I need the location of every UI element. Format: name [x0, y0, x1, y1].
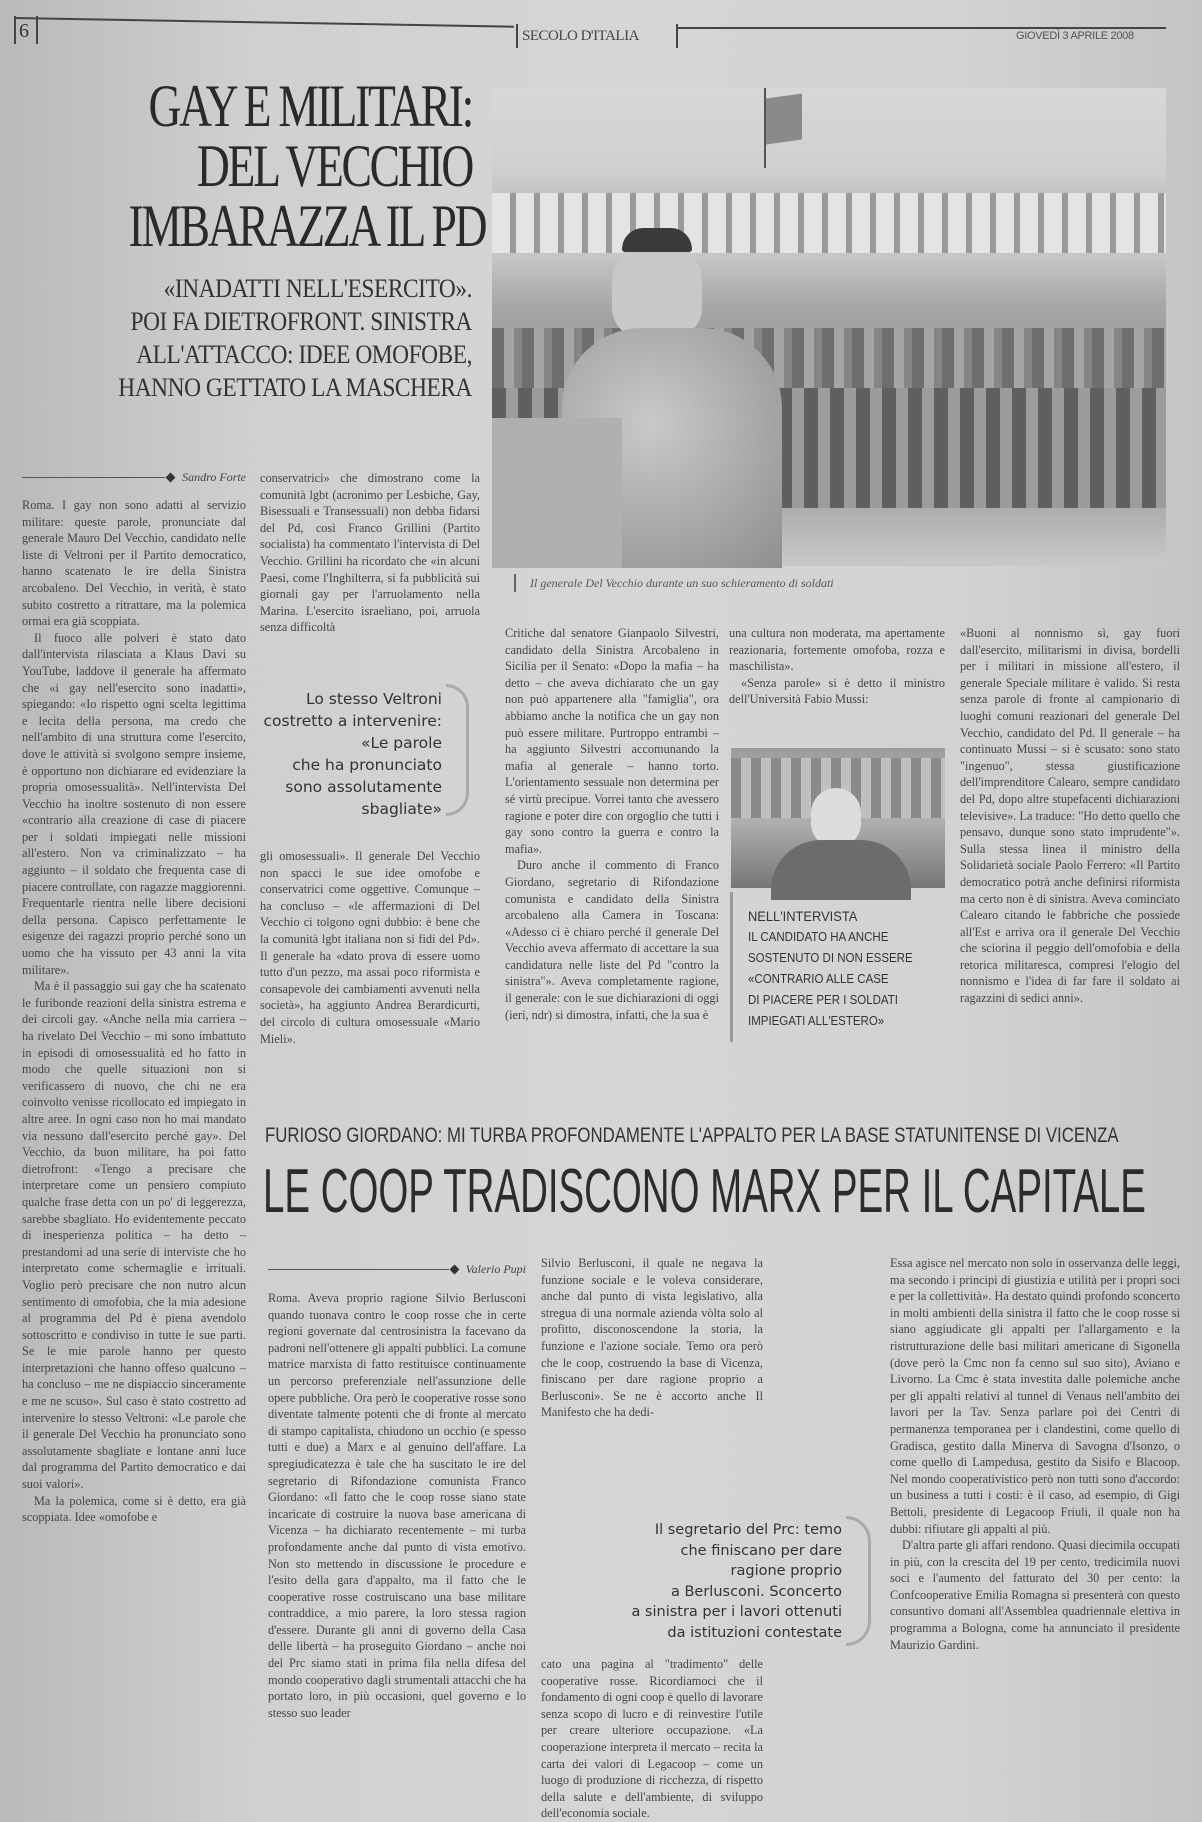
paragraph: Ma è il passaggio sui gay che ha scatenato le furibonde reazioni della sinistra estrema e dei circoli gay. «Anche nella mia carriera – ha rivelato Del Vecchio – mi sono imbattuto in episodi di omosessualità ed ho fatto in modo che quelle situazioni non si verificassero di nuovo, che chi ne era coinvolto venisse ricollocato ed impiegato in altre aree. In ogni caso non ho mai mandato via nessuno dall'esercito perché gay». Del Vecchio, da buon militare, ha poi fatto dietrofront: «Tengo a precisare che interpretare come un pensiero compiuto qualche frase detta con un po' di leggerezza, sarebbe sbagliato. Ho evidentemente peccato di inesperienza politica – ha detto – prestandomi ad una serie di interviste che ho interpretato come schermaglie e irrituali. Voglio però precisare che non nutro alcun sentimento di omofobia, che la mia adesione al programma del Pd è piena avendolo sottoscritto e condiviso in tutte le sue parti. Se le mie parole hanno per questo interpretazioni che hanno offeso qualcuno – ha concluso – me ne dispiaccio sinceramente e me ne scuso». Sul caso è stato costretto ad intervenire lo stesso Veltroni: «Le parole che il generale Del Vecchio ha pronunciato sono assolutamente sbagliate e lontane anni luce dal programma del Partito democratico e dai suoi valori». — [22, 979, 246, 1492]
masthead: SECOLO D'ITALIA — [522, 28, 639, 44]
paragraph: «Senza parole» si è detto il ministro dell'Università Fabio Mussi: — [729, 675, 945, 707]
author-name: Sandro Forte — [182, 470, 246, 484]
article2-column-c — [890, 1255, 1180, 1737]
photo-caption: Il generale Del Vecchio durante un suo schieramento di soldati — [530, 576, 834, 590]
subheadline-line: «INADATTI NELL'ESERCITO». — [163, 274, 472, 303]
paragraph: gli omosessuali». Il generale Del Vecchio non spacci le sue idee omofobe e conservatrici come oggettive. Comunque – ha concluso – «le affermazioni di Del Vecchio ci tolgono ogni dubbio: è bene che la comunità lgbt italiana non si fidi del Pd». Il generale ha «dato prova di essere uomo tutto d'un pezzo, ma assai poco riformista e consapevole dei cambiamenti avvenuti nella società», ha aggiunto Andrea Berardicurti, del circolo di cultura omosessuale «Mario Mieli». — [260, 849, 480, 1046]
paragraph: Ma la polemica, come si è detto, era già scoppiata. Idee «omofobe e — [22, 1493, 246, 1525]
quote-bracket — [846, 1516, 871, 1646]
quote-line: SOSTENUTO DI NON ESSERE — [748, 951, 913, 965]
paragraph: Roma. I gay non sono adatti al servizio militare: queste parole, pronunciate dal generale Mauro Del Vecchio, candidato nelle liste di Veltroni per il Partito democratico, hanno scatenato le ire della Sinistra arcobaleno. Del Vecchio, in verità, è stato subito costretto a ritrattare, ma la polemica ormai era già scoppiata. — [22, 498, 246, 629]
quote-line: IL CANDIDATO HA ANCHE — [748, 930, 889, 944]
quote-line: che ha pronunciato — [292, 756, 442, 774]
quote-line: Lo stesso Veltroni — [306, 690, 442, 708]
paragraph: Critiche dal senatore Gianpaolo Silvestri, candidato della Sinistra Arcobaleno in Sicilia per il Senato: «Dopo la mafia – ha detto – che aveva dichiarato che un gay non può appartenere alla "famiglia", ora abbiamo anche la notifica che un gay non può essere militare. Purtroppo entrambi – ha aggiunto Silvestri accomunando la mafia al generale – hanno torto. L'orientamento sessuale non determina per sé virtù precipue. Vorrei tanto che avessero ragione e poter dire con orgoglio che tutti i gay sono contro la guerra e contro la mafia». — [505, 626, 719, 856]
article2-byline — [268, 1262, 526, 1277]
paragraph: una cultura non moderata, ma apertamente reazionaria, fortemente omofoba, rozza e maschilista». — [729, 626, 945, 674]
portrait-photo — [731, 748, 945, 888]
paragraph: «Buoni al nonnismo sì, gay fuori dall'esercito, militarismi in divisa, bordelli per i militari in missione all'estero, il generale Speciale militare è valido. Si resta senza parole di fronte al campionario di luoghi comuni reazionari del generale Del Vecchio, candidato del Pd. Il generale – ha continuato Mussi – si è scusato: sono stato "ingenuo", stessa giustificazione dell'imprenditore Calearo, sempre candidato del Pd, dopo altre stupefacenti dichiarazioni televisive». La traduce: "Ho detto quello che pensavo, dunque sono stato imprudente"». Sulla stessa linea il ministro della Solidarietà sociale Paolo Ferrero: «Il Partito democratico potrà anche definirsi riformista ma certo non è di sinistra. Aveva cominciato Calearo citando le fabbriche che possiede all'Est e arriva ora il generale Del Vecchio che sciorina il peggio dell'omofobia e della retorica militaresca, compresi l'elogio del nonnismo e l'idea di far fare il soldato ai ragazzini di sedici anni». — [960, 626, 1180, 1006]
headline-line: IMBARAZZA IL PD — [128, 193, 486, 259]
article-column-2-top — [260, 470, 480, 653]
article-subheadline — [20, 272, 472, 404]
page-number: 6 — [19, 20, 29, 42]
quote-line: che finiscano per dare — [680, 1542, 842, 1559]
article-headline — [20, 73, 486, 259]
diamond-icon — [166, 473, 176, 483]
quote-line: ragione proprio — [730, 1563, 842, 1579]
paragraph: cato una pagina al "tradimento" delle cooperative rosse. Ricordiamoci che il fondamento di ogni coop è quello di lavorare senza scopo di lucro e di reinvestire l'utile per creare ulteriore occupazione. «La cooperazione interpreta il mercato – recita la carta dei valori di Legacoop – come un luogo di produzione di ricchezza, di rispetto della salute e dell'ambiente, di sviluppo dell'economia sociale. — [541, 1657, 763, 1821]
quote-line: IMPIEGATI ALL'ESTERO» — [748, 1014, 885, 1028]
quote-line: sbagliate» — [361, 800, 442, 818]
main-photo — [492, 88, 1166, 566]
diamond-icon — [449, 1265, 459, 1275]
quote-line: «CONTRARIO ALLE CASE — [748, 972, 889, 986]
page-header — [0, 0, 1202, 50]
article-column-5 — [960, 625, 1180, 1056]
headline-line: DEL VECCHIO — [196, 133, 472, 199]
article2-column-b-top — [541, 1255, 763, 1504]
article-column-1 — [22, 497, 246, 1747]
quote-line: a Berlusconi. Sconcerto — [670, 1583, 842, 1600]
pull-quote — [262, 688, 442, 820]
paragraph: conservatrici» che dimostrano come la comunità lgbt (acronimo per Lesbiche, Gay, Bisessuali e Transessuali) non debba fidarsi del Pd, così Franco Grillini (Partito socialista) ha commentato l'intervista di Del Vecchio. Grillini ha ricordato che «in alcuni Paesi, come l'Inghilterra, si fa pubblicità sui giornali gay per l'arruolamento nella Marina. L'esercito israeliano, poi, arruola senza difficoltà — [260, 471, 480, 635]
paragraph: D'altra parte gli affari rendono. Quasi diecimila occupati in più, con la crescita del 19 per cento, tredicimila nuovi soci e l'aumento del fatturato del 30 per cento: la Confcooperative Emilia Romagna si presenterà con questo consuntivo domani all'Assemblea quadriennale elettiva in programma a Bologna, come ha annunciato il presidente Maurizio Gardini. — [890, 1538, 1180, 1652]
author-name: Valerio Pupi — [465, 1262, 526, 1276]
paragraph: Duro anche il commento di Franco Giordano, segretario di Rifondazione comunista e candidato della Sinistra arcobaleno alla Camera in Toscana: «Adesso ci è chiaro perché il generale Del Vecchio aveva affermato di accettare la sua candidatura nelle liste del Pd "contro la sinistra"». Aveva completamente ragione, il generale: con le sue dichiarazioni di oggi (ieri, ndr) si dimostra, infatti, che la sua è — [505, 858, 719, 1022]
quote-line: a sinistra per i lavori ottenuti — [631, 1604, 842, 1620]
quote-line: NELL'INTERVISTA — [748, 908, 858, 924]
subheadline-line: POI FA DIETROFRONT. SINISTRA — [130, 307, 472, 336]
box-quote — [748, 906, 913, 1032]
article-column-3 — [505, 625, 719, 1056]
article2-column-a — [268, 1290, 526, 1738]
headline-line: GAY E MILITARI: — [148, 73, 472, 139]
quote-line: «Le parole — [360, 734, 442, 752]
article2-pull-quote — [580, 1520, 842, 1643]
quote-bracket — [446, 684, 469, 816]
article-column-2-bottom — [260, 848, 480, 1064]
paragraph: Il fuoco alle polveri è stato dato dall'intervista rilasciata a Klaus Davi su YouTube, laddove il generale ha affermato che «i gay nell'esercito sono inadatti», spiegando: «Io rispetto ogni scelta legittima e lecita della persona, ma credo che nell'ambito di una struttura come l'esercito, dove le attività si svolgono sempre insieme, è opportuno non dichiarare ed evidenziare la propria omosessualità». Nell'intervista Del Vecchio ha inoltre sostenuto di non essere «contrario alla creazione di case di piacere per i soldati impiegati nelle missioni all'estero. Non va criminalizzato – ha aggiunto – il soldato che frequenta case di piacere controllate, con ragazze maggiorenni. Frequentarle rientra nelle libere decisioni della persona. Capisco perfettamente le esigenze dei ragazzi proprio perché sono un uomo che ha vissuto per 43 anni la vita militare». — [22, 630, 246, 977]
quote-line: DI PIACERE PER I SOLDATI — [748, 993, 898, 1007]
article2-headline: LE COOP TRADISCONO MARX PER IL CAPITALE — [263, 1157, 1146, 1226]
subheadline-line: ALL'ATTACCO: IDEE OMOFOBE, — [136, 340, 472, 369]
article2-kicker: FURIOSO GIORDANO: MI TURBA PROFONDAMENTE L'APPALTO PER LA BASE STATUNITENSE DI VICENZA — [265, 1124, 1119, 1147]
article-byline — [22, 470, 246, 485]
quote-line: Il segretario del Prc: temo — [654, 1522, 842, 1538]
article-column-4 — [729, 625, 945, 742]
quote-line: sono assolutamente — [285, 778, 442, 796]
issue-date: GIOVEDÌ 3 APRILE 2008 — [1016, 30, 1134, 42]
subheadline-line: HANNO GETTATO LA MASCHERA — [118, 373, 472, 402]
quote-line: da istituzioni contestate — [667, 1624, 842, 1641]
quote-line: costretto a intervenire: — [263, 712, 442, 730]
paragraph: Essa agisce nel mercato non solo in osservanza delle leggi, ma secondo i principi di giustizia e utilità per i propri soci e per la collettività». Ha destato quindi profondo sconcerto in molti ambienti della sinistra il fatto che le coop rosse si siano aggiudicate gli appalti per l'allargamento e la ristrutturazione delle basi militari americane di Sigonella (dove però la Cmc non fa cenno sul suo sito), Aviano e Livorno. La Cmc è stata investita dalle polemiche anche per gli appalti relativi al tunnel di Venaus nell'ambito dei lavori per la Tav. Senza parlare poi dei Centri di permanenza temporanea per i clandestini, come quello di Gradisca, gestito dalla Minerva di Savogna d'Isonzo, o come quello di Lampedusa, gestito da Sisifo e Blacoop. Nel mondo cooperativistico però non tutti sono d'accordo: un business a tutti i costi: è il caso, ad esempio, di Gigi Bettoli, presidente di Legacoop Friuli, il quale non ha dubbi: rifiutare gli appalti al più. — [890, 1256, 1180, 1536]
paragraph: Roma. Aveva proprio ragione Silvio Berlusconi quando tuonava contro le coop rosse che in certe regioni governate dal centrosinistra la facevano da padroni nell'ottenere gli appalti pubblici. La comune matrice marxista di fatto restituisce continuamente un percorso preferenziale nell'assunzione delle opere pubbliche. Ora però le cooperative rosse sono diventate talmente potenti che di fronte al mercato di stampo capitalista, chiudono un occhio (e spesso tutti e due) a Marx e al genuino dell'affare. La spregiudicatezza è tale che ha suscitato le ire del segretario di Rifondazione comunista Franco Giordano: «Il fatto che le coop rosse siano state incaricate di costruire la nuova base americana di Vicenza – ha dichiarato recentemente – mi turba profondamente anche dal punto di vista emotivo. Non sto mettendo in discussione le procedure e l'esito della gara d'appalto, ma il fatto che le cooperative rosse costruiscano una base militare contraddice, a mio parere, la loro stessa ragion d'essere. Durante gli anni di governo della Casa delle libertà – ha proseguito Giordano – anche noi del Prc siamo stati in prima fila nella difesa del mondo cooperativo dagli strumentali attacchi che ha portato loro, in più occasioni, quel governo e lo stesso suo leader — [268, 1291, 526, 1720]
paragraph: Silvio Berlusconi, il quale ne negava la funzione sociale e le voleva considerare, anche dal punto di vista legislativo, alla stregua di una normale azienda vòlta solo al profitto, disconoscendone la storia, la funzione e l'azione sociale. Temo ora però che le coop, costruendo la base di Vicenza, finiscano per dare ragione proprio a Berlusconi». Se ne è accorto anche Il Manifesto che ha dedi- — [541, 1256, 763, 1420]
article2-column-b-bottom — [541, 1656, 763, 1821]
